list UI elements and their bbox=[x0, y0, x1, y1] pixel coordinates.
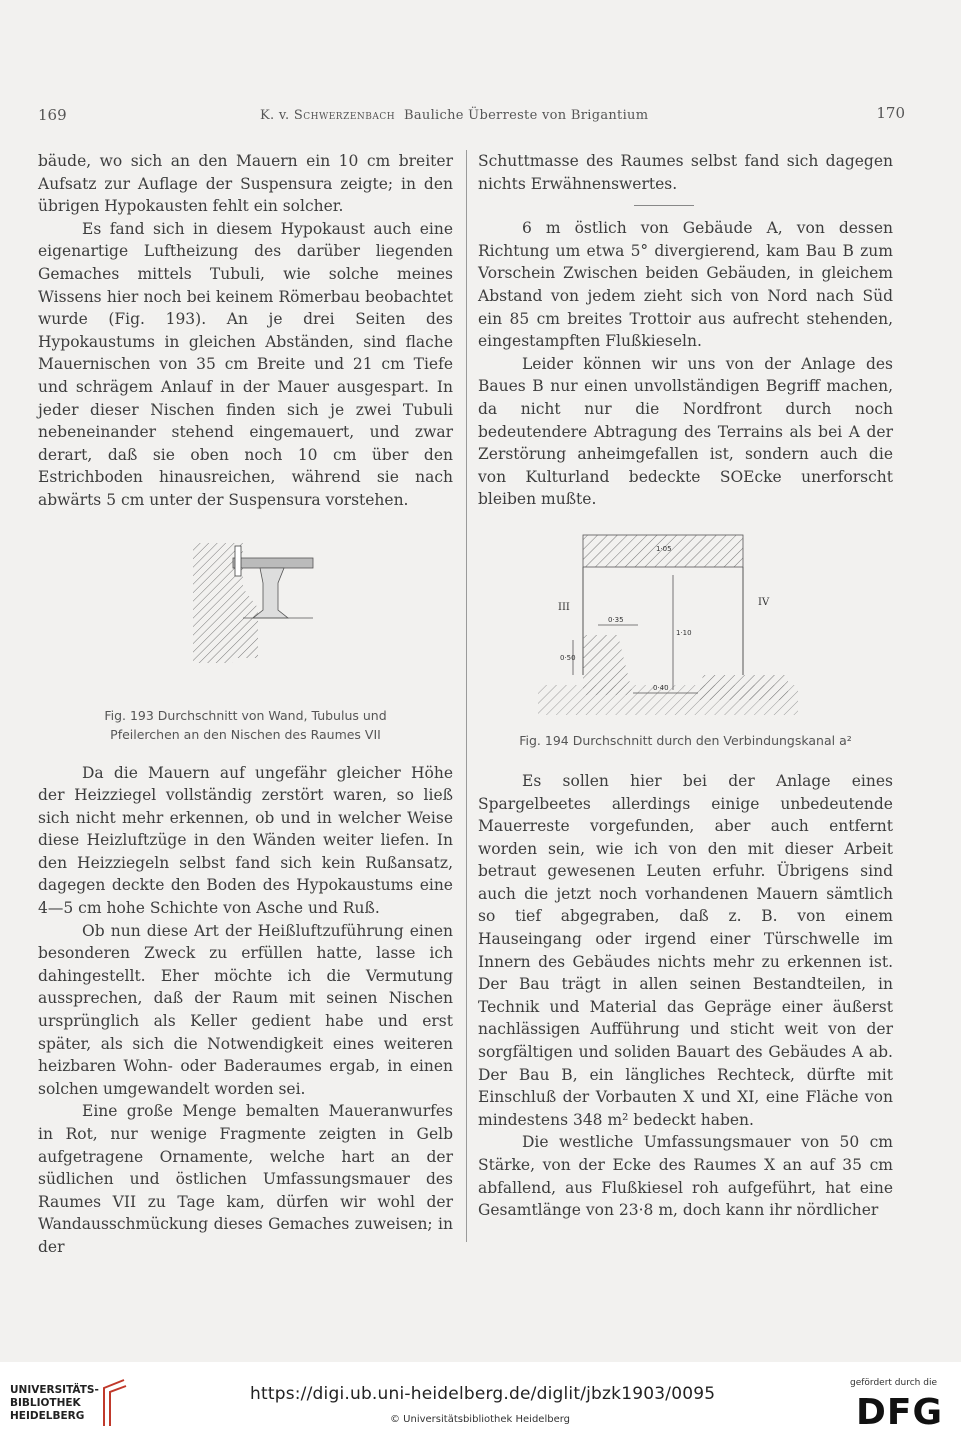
figure-194-drawing bbox=[538, 525, 798, 725]
paragraph: Es fand sich in diesem Hypokaust auch eine eigenartige Luftheizung des darüber liegenden Gemaches mittels Tubuli, wie solche meines Wissens hier noch bei keinem Römerbau beobachtet wurde (Fig. 193). An je drei Seiten des Hypokaustums in gleichen Abständen, sind flache Mauernischen von 35 cm Breite und 21 cm Tiefe und schrägem Anlauf in der Mauer ausgespart. In jeder dieser Nischen finden sich je zwei Tubuli nebeneinander stehend eingemauert, und zwar derart, daß sie oben noch 10 cm über den Estrichboden hinausreichen, während sie nach abwärts 5 cm unter der Suspensura vorstehen. bbox=[38, 219, 453, 509]
dfg-logo: DFG bbox=[855, 1392, 943, 1433]
figure-194-caption: Fig. 194 Durchschnitt durch den Verbindungskanal a² bbox=[519, 732, 852, 748]
library-logo bbox=[10, 1384, 99, 1423]
paragraph: 6 m östlich von Gebäude A, von dessen Richtung um etwa 5° divergierend, kam Bau B zum Vorschein Zwischen beiden Gebäuden, in gleichem Abstand von jedem zieht sich von Nord nach Süd ein 85 cm breites Trottoir aus aufrecht stehenden, eingestampften Flußkieseln. bbox=[478, 219, 893, 351]
dim-mid: 0·35 bbox=[608, 615, 624, 624]
paragraph: bäude, wo sich an den Mauern ein 10 cm breiter Aufsatz zur Auflage der Suspensura zeigte; in den übrigen Hypokausten fehlt ein solcher. bbox=[38, 152, 453, 216]
running-title bbox=[260, 108, 648, 123]
article-title: Bauliche Überreste von Brigantium bbox=[404, 108, 649, 123]
left-column bbox=[38, 150, 453, 1259]
page-number-right: 170 bbox=[876, 104, 905, 122]
author-prefix: K. v. bbox=[260, 108, 294, 123]
right-column bbox=[478, 150, 893, 1222]
library-logo-mark-icon bbox=[100, 1378, 130, 1428]
dim-bottom: 0·40 bbox=[653, 683, 669, 692]
figure-194 bbox=[478, 521, 893, 731]
figure-193 bbox=[38, 526, 453, 716]
paragraph: Eine große Menge bemalten Maueranwurfes in Rot, nur wenige Fragmente zeigten in Gelb aufgetragene Ornamente, welche hart an der südlichen und östlichen Umfassungsmauer des Raumes VII zu Tage kam, dürfen wir wohl der Wandausschmückung dieses Gemaches zuweisen; in der bbox=[38, 1102, 453, 1256]
author-name: Schwerzenbach bbox=[293, 108, 396, 123]
column-divider bbox=[466, 150, 467, 1242]
library-name-line: UNIVERSITÄTS- bbox=[10, 1384, 99, 1396]
dim-top: 1·05 bbox=[656, 544, 672, 553]
library-name-line: HEIDELBERG bbox=[10, 1410, 85, 1422]
paragraph: Ob nun diese Art der Heißluftzuführung einen besonderen Zweck zu erfüllen hatte, lasse ich dahingestellt. Eher möchte ich die Vermutung aussprechen, daß der Raum mit seinen Nischen ursprünglich als Keller gedient habe und erst später, als sich die Notwendigkeit eines weiteren heizbaren Wohn- oder Baderaumes ergab, in einen solchen umgewandelt worden sei. bbox=[38, 921, 453, 1098]
paragraph: Schuttmasse des Raumes selbst fand sich dagegen nichts Erwähnenswertes. bbox=[478, 152, 893, 193]
figure-193-drawing bbox=[188, 538, 328, 668]
page-number-left: 169 bbox=[38, 106, 67, 124]
copyright-notice: © Universitätsbibliothek Heidelberg bbox=[390, 1414, 571, 1425]
dim-left: 0·50 bbox=[560, 653, 576, 662]
digitization-footer bbox=[0, 1362, 961, 1440]
caption-line: Pfeilerchen an den Nischen des Raumes VII bbox=[110, 726, 381, 742]
label-room-iv: IV bbox=[758, 596, 770, 608]
dim-height: 1·10 bbox=[676, 628, 692, 637]
paragraph: Leider können wir uns von der Anlage des Baues B nur einen unvollständigen Begriff machen, da nicht nur die Nordfront durch noch bedeutendere Abtragung des Terrains als bei A der Zerstörung anheimgefallen ist, sondern auch die von Kulturland bedeckte SOEcke unerforscht bleiben mußte. bbox=[478, 354, 893, 509]
paragraph: Die westliche Umfassungsmauer von 50 cm Stärke, von der Ecke des Raumes X an auf 35 cm abfallend, aus Flußkiesel roh aufgeführt, hat eine Gesamtlänge von 23·8 m, doch kann ihr nördlicher bbox=[478, 1133, 893, 1220]
permalink-url[interactable]: https://digi.ub.uni-heidelberg.de/diglit/jbzk1903/0095 bbox=[250, 1384, 716, 1404]
running-header bbox=[38, 104, 923, 128]
paragraph: Es sollen hier bei der Anlage eines Spargelbeetes allerdings einige unbedeutende Mauerreste vorgefunden, aber auch entfernt worden sein, wie ich von den mit dieser Arbeit betraut gewesenen Leuten erfuhr. Übrigens sind auch die jetzt noch vorhandenen Mauern sämtlich so tief abgegraben, daß z. B. von einem Hauseingang oder irgend einer Türschwelle im Innern des Gebäudes nichts mehr zu erkennen ist. Der Bau trägt in allen seinen Bestandteilen, in Technik und Material das Gepräge einer äußerst nachlässigen Aufführung und sticht weit von der sorgfältigen und soliden Bauart des Gebäudes A ab. Der Bau B, ein längliches Rechteck, dürfte mit Einschluß der Vorbauten X und XI, eine Fläche von mindestens 348 m² bedeckt haben. bbox=[478, 771, 893, 1129]
library-name-line: BIBLIOTHEK bbox=[10, 1397, 81, 1409]
caption-line: Fig. 193 Durchschnitt von Wand, Tubulus und bbox=[104, 707, 387, 723]
paragraph: Da die Mauern auf ungefähr gleicher Höhe der Heizziegel vollständig zerstört waren, so ließ sich nicht mehr erkennen, ob und in welcher Weise diese Heizluftzüge in den Wänden weiter liefen. In den Heizziegeln selbst fand sich kein Rußansatz, dagegen deckte den Boden des Hypokaustums eine 4—5 cm hohe Schichte von Asche und Ruß. bbox=[38, 763, 453, 918]
funding-note: gefördert durch die bbox=[850, 1378, 937, 1388]
label-room-iii: III bbox=[558, 601, 570, 613]
